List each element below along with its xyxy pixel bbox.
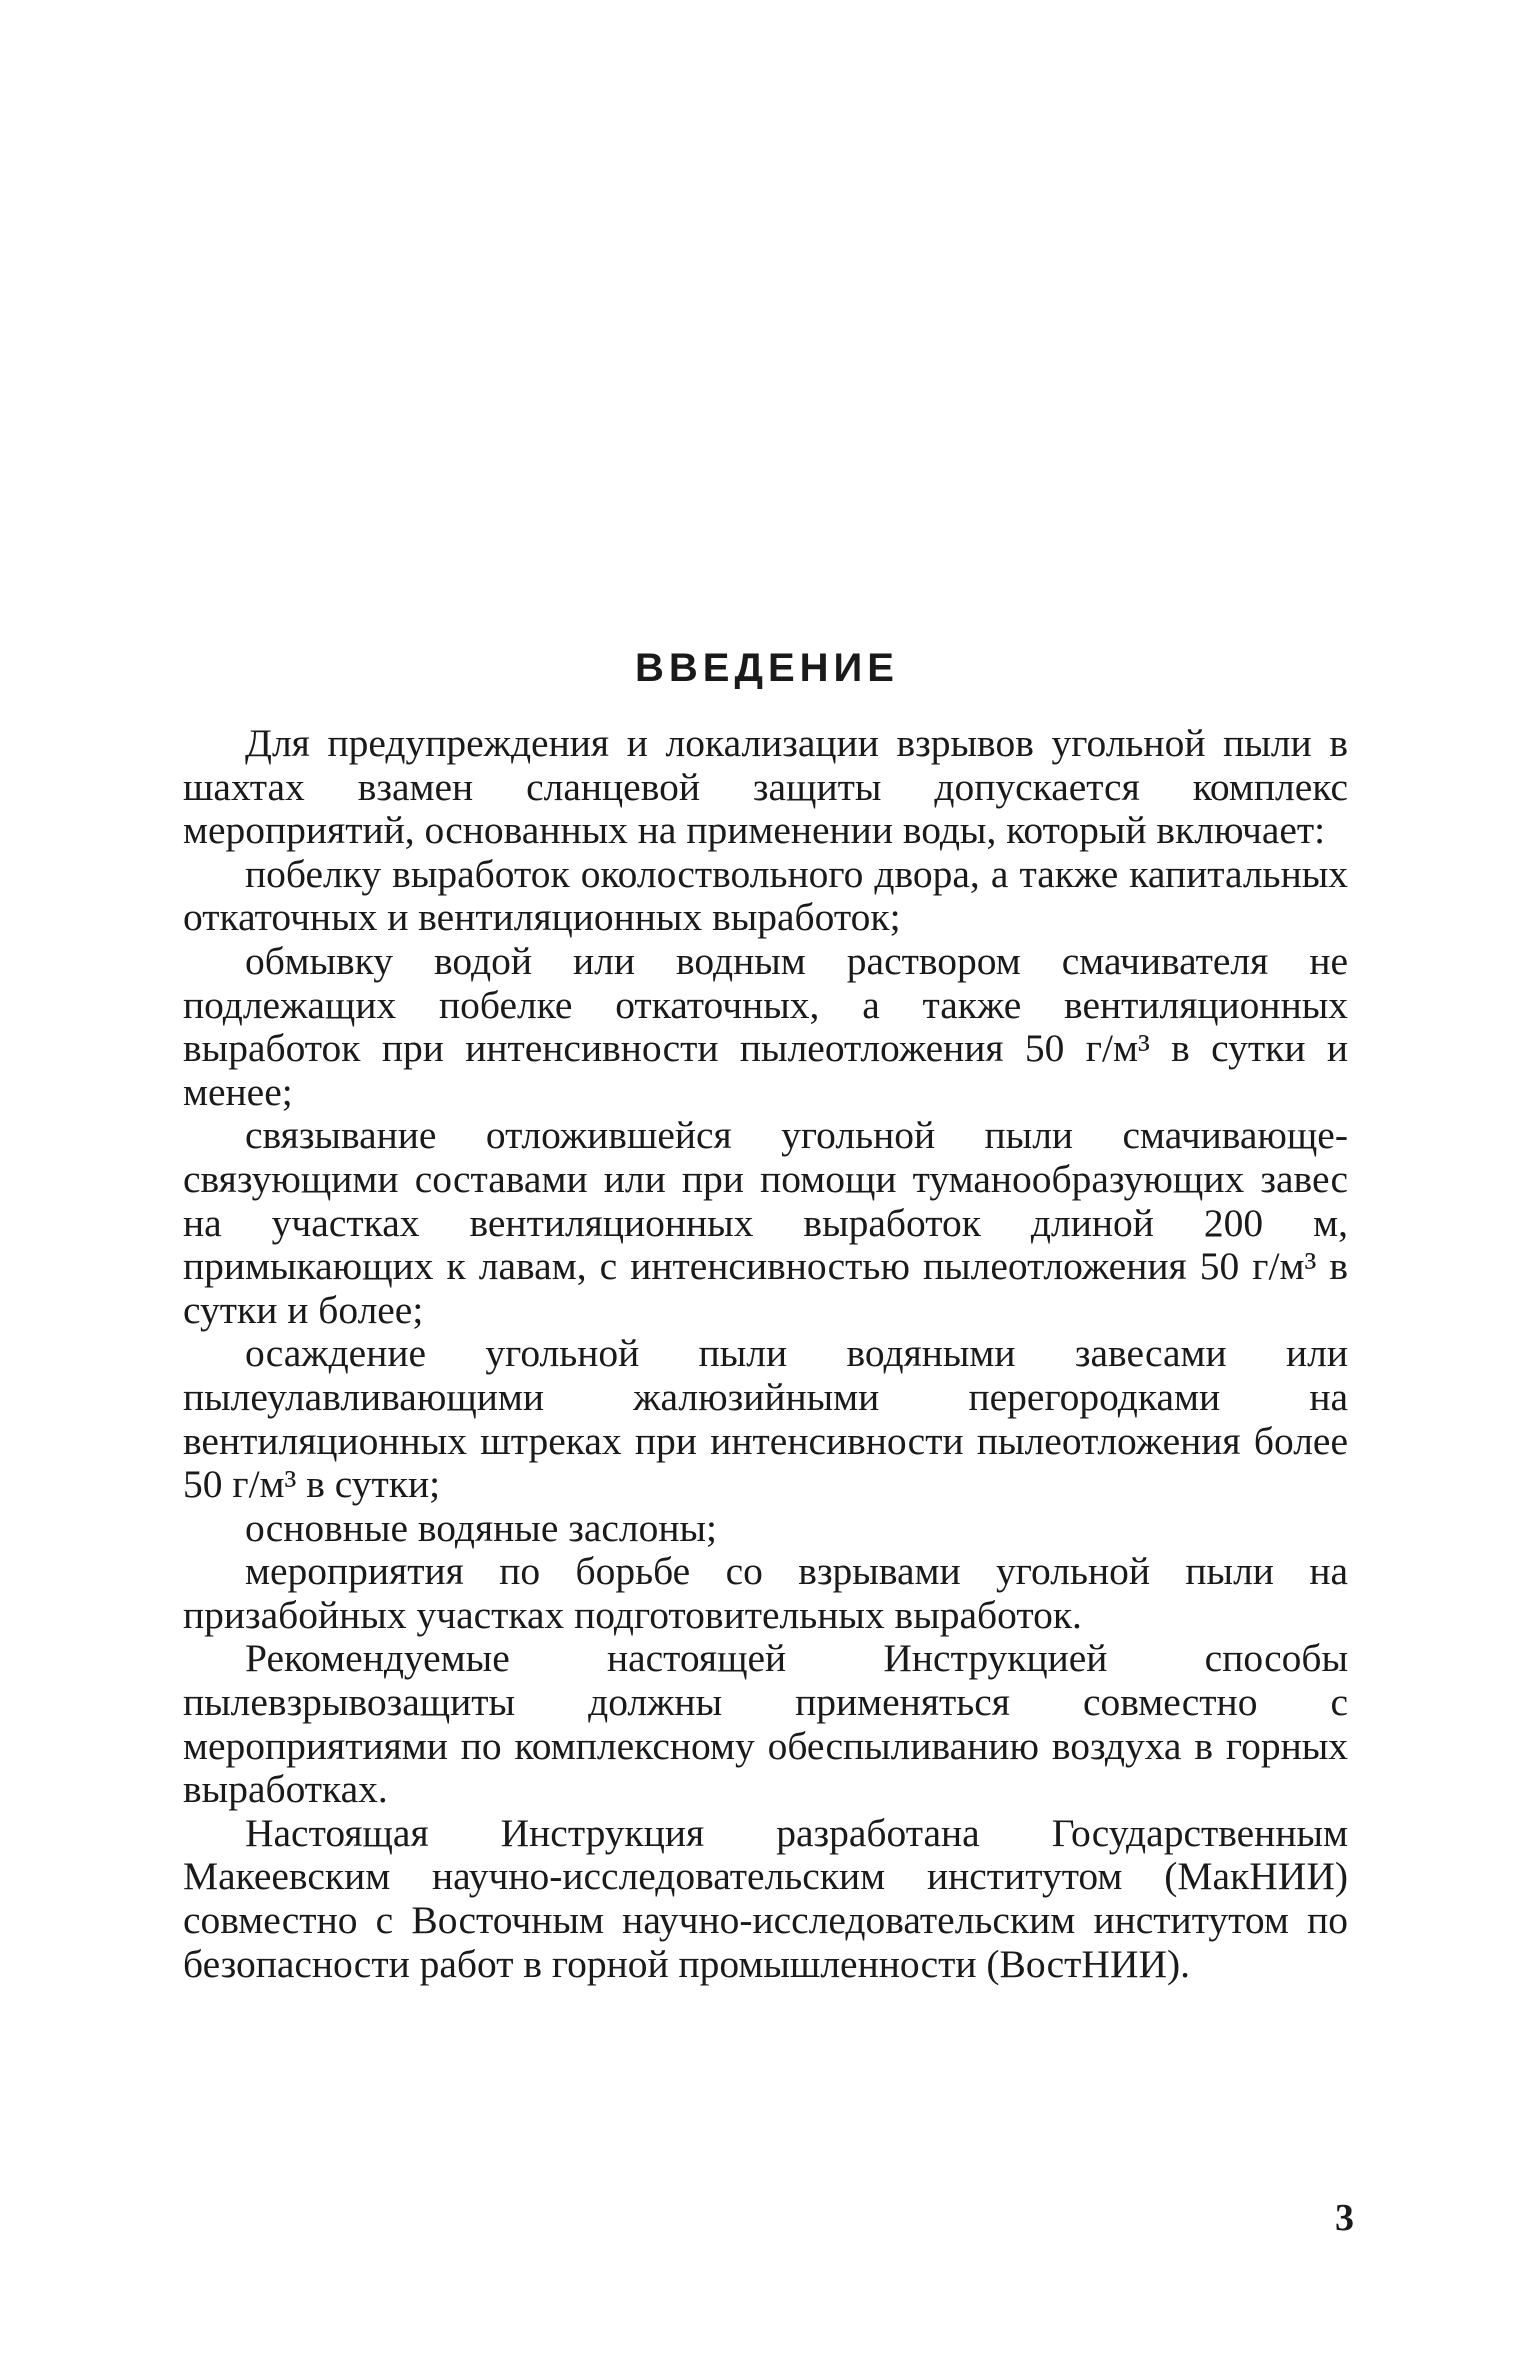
- paragraph: побелку выработок околоствольного двора, а также капитальных откаточных и вентиляционных выработок;: [183, 851, 1348, 940]
- paragraph: обмывку водой или водным раствором смачивателя не подлежащих побелке откаточных, а также вентиляционных выработок при интенсивности пылеотложения 50 г/м³ в сутки и менее;: [183, 938, 1348, 1114]
- paragraph: Для предупреждения и локализации взрывов угольной пыли в шахтах взамен сланцевой защиты допускается комплекс мероприятий, основанных на применении воды, который включает:: [183, 721, 1348, 853]
- paragraph: Настоящая Инструкция разработана Государственным Макеевским научно-исследовательским институтом (МакНИИ) совместно с Восточным научно-исследовательским институтом по безопасности работ в горной промышленности (ВостНИИ).: [183, 1810, 1348, 1986]
- paragraph: мероприятия по борьбе со взрывами угольной пыли на призабойных участках подготовительных выработок.: [183, 1549, 1348, 1637]
- paragraph: связывание отложившейся угольной пыли смачивающе-связующими составами или при помощи туманообразующих завес на участках вентиляционных выработок длиной 200 м, примыкающих к лавам, с интенсивностью пылеотложения 50 г/м³ в сутки и более;: [183, 1113, 1348, 1332]
- paragraph: Рекомендуемые настоящей Инструкцией способы пылевзрывозащиты должны применяться совместно с мероприятиями по комплексному обеспыливанию воздуха в горных выработках.: [183, 1636, 1348, 1812]
- section-title: ВВЕДЕНИЕ: [635, 646, 899, 690]
- paragraph: осаждение угольной пыли водяными завесами или пылеулавливающими жалюзийными перегородками на вентиляционных штреках при интенсивности пылеотложения более 50 г/м³ в сутки;: [183, 1331, 1348, 1507]
- body-text: [183, 722, 1348, 1986]
- paragraph: основные водяные заслоны;: [245, 1505, 718, 1550]
- page-number: 3: [1335, 2197, 1354, 2239]
